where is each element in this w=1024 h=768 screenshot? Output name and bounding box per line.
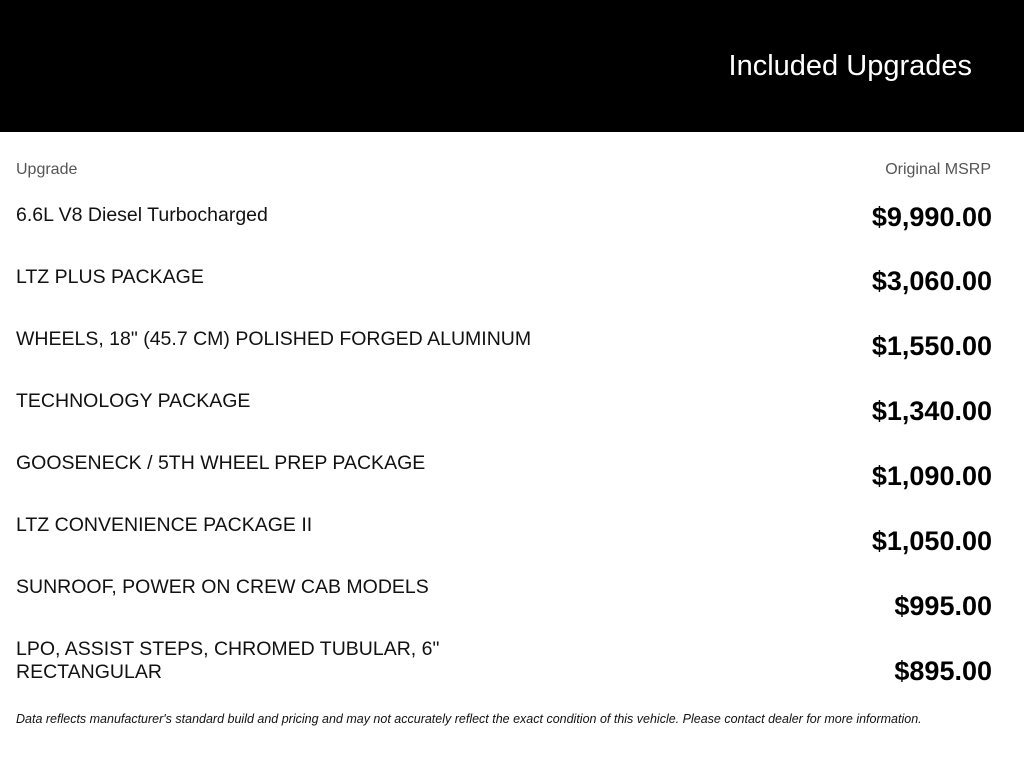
upgrade-price: $1,340.00 xyxy=(871,396,992,426)
upgrade-row xyxy=(0,195,1024,257)
upgrade-name: LTZ CONVENIENCE PACKAGE II xyxy=(16,514,313,536)
upgrade-row xyxy=(0,443,1024,505)
upgrades-list xyxy=(0,195,1024,691)
upgrade-name: SUNROOF, POWER ON CREW CAB MODELS xyxy=(16,576,429,598)
upgrade-row xyxy=(0,505,1024,567)
upgrade-row xyxy=(0,257,1024,319)
upgrade-price: $995.00 xyxy=(894,591,992,621)
column-header-msrp: Original MSRP xyxy=(885,161,991,178)
upgrade-name: 6.6L V8 Diesel Turbocharged xyxy=(16,204,268,226)
upgrade-name: LTZ PLUS PACKAGE xyxy=(16,266,204,288)
upgrade-row xyxy=(0,381,1024,443)
upgrade-price: $9,990.00 xyxy=(871,202,992,232)
upgrade-row xyxy=(0,567,1024,629)
upgrade-row xyxy=(0,629,1024,691)
upgrade-name: WHEELS, 18" (45.7 CM) POLISHED FORGED ALUMINUM xyxy=(16,328,532,350)
upgrade-row xyxy=(0,319,1024,381)
upgrade-price: $895.00 xyxy=(894,656,992,686)
disclaimer-text: Data reflects manufacturer's standard build and pricing and may not accurately reflect the exact condition of this vehicle. Please contact dealer for more information. xyxy=(16,712,922,726)
upgrade-name: GOOSENECK / 5TH WHEEL PREP PACKAGE xyxy=(16,452,426,474)
upgrade-price: $1,090.00 xyxy=(871,461,992,491)
upgrade-price: $1,550.00 xyxy=(871,331,992,361)
upgrade-name: TECHNOLOGY PACKAGE xyxy=(16,390,251,412)
upgrade-name: LPO, ASSIST STEPS, CHROMED TUBULAR, 6" RECTANGULAR xyxy=(16,638,440,683)
upgrade-price: $1,050.00 xyxy=(871,526,992,556)
column-header-upgrade: Upgrade xyxy=(16,161,78,178)
upgrade-price: $3,060.00 xyxy=(871,266,992,296)
header-banner xyxy=(0,0,1024,132)
page-title: Included Upgrades xyxy=(728,50,972,82)
